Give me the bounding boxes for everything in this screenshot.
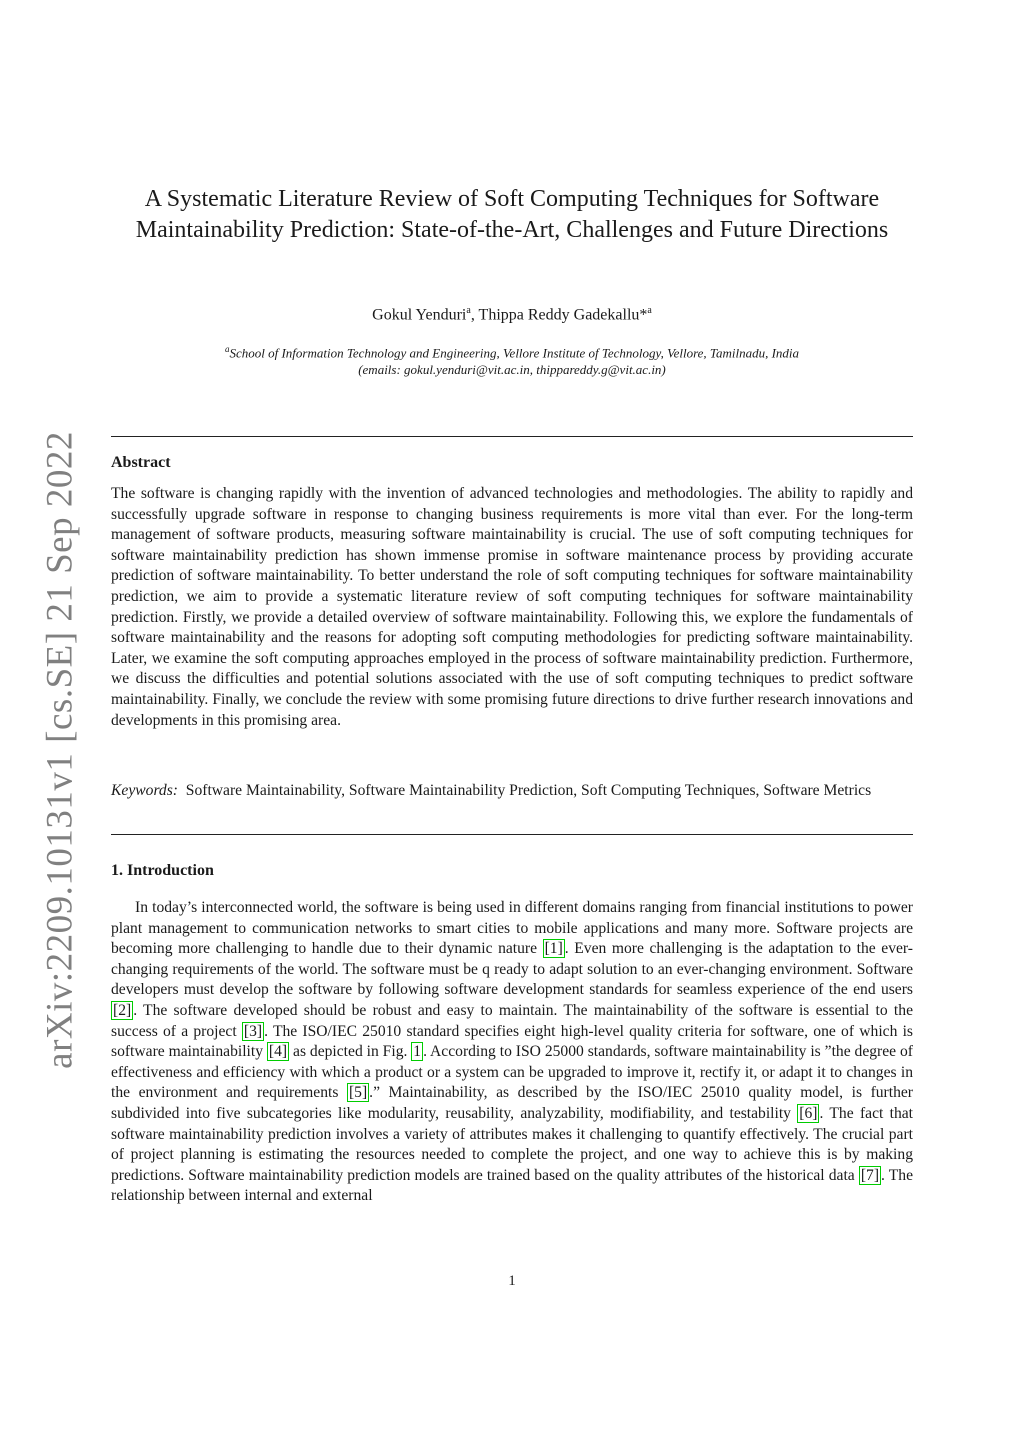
author-affiliation-mark: a (466, 305, 471, 316)
page-number: 1 (508, 1273, 516, 1289)
author-separator: , (470, 306, 479, 324)
citation-link[interactable]: [7] (860, 1166, 880, 1184)
affiliation-text: School of Information Technology and Engineering, Vellore Institute of Technology, Vellore, Tamilnadu, India (229, 345, 800, 361)
affiliation-emails: (emails: gokul.yenduri@vit.ac.in, thippareddy.g@vit.ac.in) (358, 362, 666, 378)
author-list (100, 305, 924, 324)
author-name: Gokul Yenduri (372, 306, 467, 324)
keywords-text: Software Maintainability, Software Maintainability Prediction, Soft Computing Techniques, Software Metrics (185, 782, 872, 799)
citation-link[interactable]: [6] (799, 1104, 818, 1122)
arxiv-identifier-stamp[interactable]: arXiv:2209.10131v1 [cs.SE] 21 Sep 2022 (39, 431, 81, 1069)
author-name: Thippa Reddy Gadekallu* (478, 306, 648, 324)
citation-link[interactable]: [5] (348, 1084, 368, 1102)
citation-link[interactable]: [2] (113, 1001, 132, 1019)
affiliation-line (100, 341, 924, 361)
abstract-top-rule (111, 436, 913, 437)
citation-link[interactable]: [1] (544, 940, 563, 958)
intro-text: . According to ISO 25000 standards, software maintainability is ”the degree of effectiveness and efficiency with which a product or a system can be upgraded to improve it, rectify it, or adapt it to changes in the environment and requirements (111, 1043, 913, 1102)
intro-text: . The fact that software maintainability prediction involves a variety of attributes makes it challenging to quantify effectively. The crucial part of project planning is estimating the resources needed to complete the project, and one way to achieve this is by making predictions. Software maintainability prediction models are trained based on the quality attributes of the historical data (111, 1104, 914, 1184)
paper-title: A Systematic Literature Review of Soft Computing Techniques for Software Maintainability Prediction: State-of-the-Art, Challenges and Future Directions (135, 186, 889, 243)
intro-text: . The software developed should be robust and easy to maintain. The maintainability of the software is essential to the success of a project (111, 1001, 913, 1040)
abstract-bottom-rule (111, 834, 913, 835)
affiliation-mark: a (224, 344, 230, 354)
abstract-heading: Abstract (111, 454, 171, 471)
figure-reference-link[interactable]: 1 (413, 1043, 422, 1061)
introduction-paragraph (111, 898, 913, 1207)
abstract-body: The software is changing rapidly with the invention of advanced technologies and methodologies. The ability to rapidly and successfully upgrade software in response to changing business requirements is more vital than ever. For the long-term management of software products, measuring software maintainability is crucial. The use of soft computing techniques for software maintainability prediction has shown immense promise in software maintenance process by providing accurate prediction of software maintainability. To better understand the role of soft computing techniques for software maintainability prediction, we aim to provide a systematic literature review of soft computing techniques for software maintainability prediction. Firstly, we provide a detailed overview of software maintainability. Following this, we explore the fundamentals of software maintainability and the reasons for adopting soft computing methodologies for predicting software maintainability. Later, we examine the soft computing approaches employed in the process of software maintainability prediction. Furthermore, we discuss the difficulties and potential solutions associated with the use of soft computing techniques to predict software maintainability. Finally, we conclude the review with some promising future directions to drive further research innovations and developments in this promising area. (111, 485, 913, 729)
intro-text: as depicted in Fig. (289, 1043, 412, 1061)
intro-text: . Even more challenging is the adaptation to the ever-changing requirements of the world. The software must be q ready to adapt solution to an ever-changing environment. Software developers must develop the software by following software development standards for seamless experience of the end users (111, 940, 913, 999)
intro-text: . The relationship between internal and external (111, 1166, 913, 1205)
introduction-heading: 1. Introduction (111, 862, 214, 879)
intro-text: . The ISO/IEC 25010 standard specifies eight high-level quality criteria for software, one of which is software maintainability (111, 1022, 913, 1061)
citation-link[interactable]: [4] (268, 1043, 288, 1061)
intro-text: .” Maintainability, as described by the ISO/IEC 25010 quality model, is further subdivided into five subcategories like modularity, reusability, analyzability, modifiability, and testability (111, 1084, 913, 1122)
affiliation-block (100, 341, 924, 378)
intro-text: In today’s interconnected world, the software is being used in different domains ranging from financial institutions to power plant management to communication networks to smart cities to mobile applications and many more. Software projects are becoming more challenging to handle due to their dynamic nature (111, 899, 913, 958)
keywords-label: Keywords: (111, 782, 178, 799)
citation-link[interactable]: [3] (243, 1022, 263, 1040)
keywords-line (111, 781, 913, 802)
author-affiliation-mark: a (647, 305, 652, 316)
